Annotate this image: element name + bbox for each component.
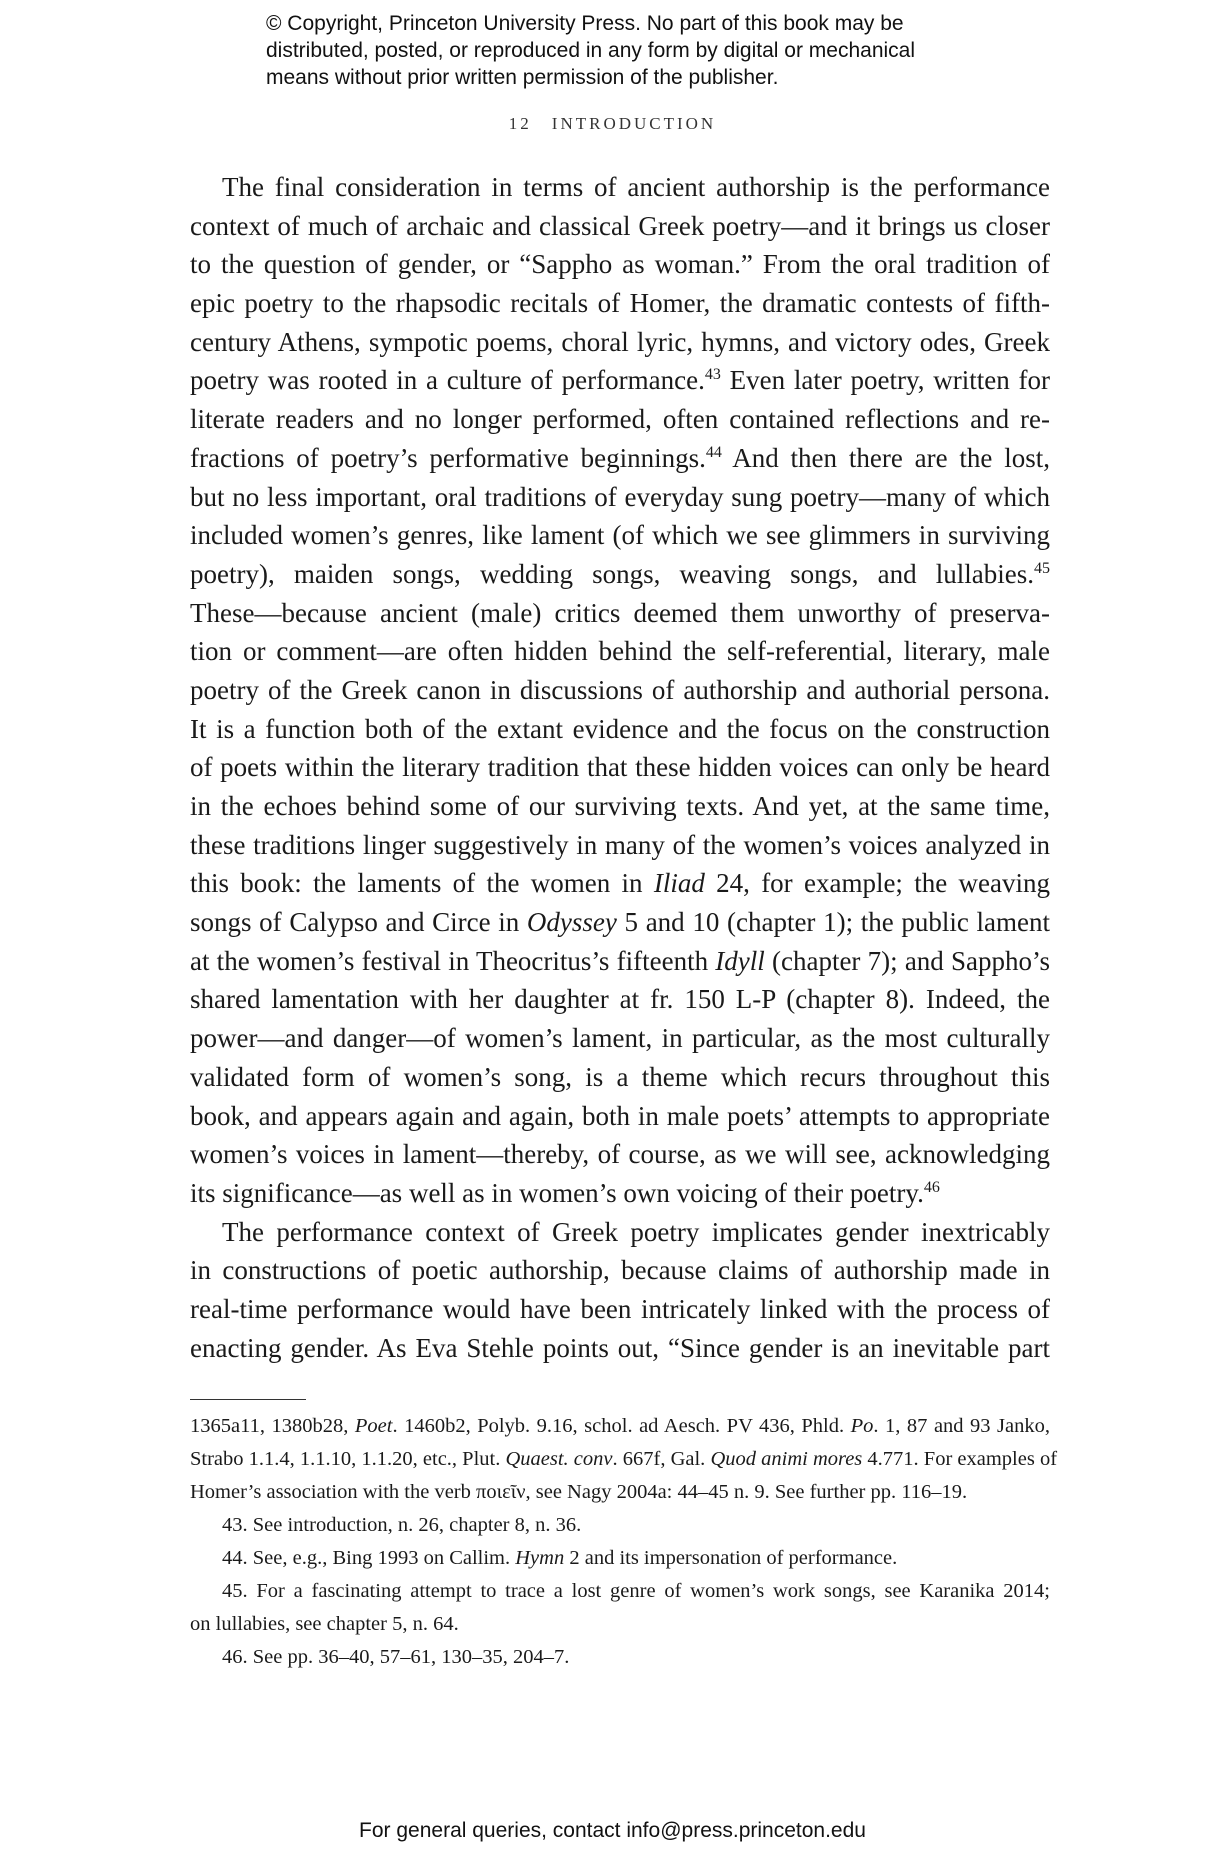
text-run: . 1460b2, Polyb. 9.16, schol. ad Aesch. PV 436, Phld. [392, 1415, 851, 1437]
italic-title: Quaest. conv [505, 1448, 613, 1470]
text-line: These—because ancient (male) critics deemed them unworthy of preserva- [190, 597, 1050, 628]
footnote-43: 43. See introduction, n. 26, chapter 8, n. 36. [222, 1514, 582, 1536]
italic-title: Po [850, 1415, 874, 1437]
text-run: 1365a11, 1380b28, [190, 1415, 355, 1437]
text-line: real-time performance would have been intricately linked with the process of [190, 1293, 1050, 1324]
text-run: songs of Calypso and Circe in [190, 907, 527, 938]
text-line [190, 864, 1050, 903]
copyright-notice [266, 10, 1026, 91]
text-run: fractions of poetry’s performative beginnings. [190, 442, 706, 473]
italic-title: Hymn [515, 1547, 565, 1569]
running-head-title: INTRODUCTION [551, 114, 717, 133]
text-line [190, 555, 1050, 594]
footnote-ref[interactable]: 46 [923, 1178, 940, 1196]
text-line: women’s voices in lament—thereby, of course, as we will see, acknowledging [190, 1139, 1050, 1170]
italic-title: Poet [354, 1415, 393, 1437]
copyright-line: distributed, posted, or reproduced in any form by digital or mechanical [266, 39, 916, 62]
text-run: 4.771. For examples of [862, 1448, 1058, 1470]
text-line: The final consideration in terms of ancient authorship is the performance [222, 172, 1050, 202]
text-line: context of much of archaic and classical Greek poetry—and it brings us closer [190, 210, 1050, 241]
text-line [190, 439, 1050, 478]
text-run: poetry was rooted in a culture of performance. [190, 365, 705, 396]
text-run: 44. See, e.g., Bing 1993 on Callim. [222, 1547, 516, 1569]
text-line [190, 1174, 1050, 1213]
text-line: tion or comment—are often hidden behind the self-referential, literary, male [190, 636, 1050, 667]
footnote-line [190, 1410, 1050, 1443]
footnote-line [190, 1443, 1058, 1476]
text-line [190, 903, 1050, 942]
text-line: It is a function both of the extant evidence and the focus on the construction [190, 713, 1050, 744]
text-line: The performance context of Greek poetry implicates gender inextricably [222, 1216, 1050, 1247]
running-head [0, 114, 1225, 134]
text-line: enacting gender. As Eva Stehle points out, “Since gender is an inevitable part [190, 1332, 1050, 1363]
footnote-line: Homer’s association with the verb ποιεῖν, see Nagy 2004a: 44–45 n. 9. See further pp. 116–19. [190, 1481, 968, 1503]
text-run: 2 and its impersonation of performance. [564, 1547, 898, 1569]
footnote-45: 45. For a fascinating attempt to trace a lost genre of women’s work songs, see Karanika 2014; [222, 1580, 1050, 1602]
footnote-ref[interactable]: 45 [1034, 559, 1050, 577]
footnotes [190, 1410, 1058, 1674]
footnote-44 [190, 1542, 1050, 1575]
italic-title: Odyssey [526, 907, 617, 938]
text-run: poetry), maiden songs, wedding songs, weaving songs, and lullabies. [190, 558, 1034, 589]
text-run: (chapter 7); and Sappho’s [764, 945, 1051, 976]
text-line: in the echoes behind some of our surviving texts. And yet, at the same time, [190, 791, 1050, 821]
footnote-45-cont: on lullabies, see chapter 5, n. 64. [190, 1613, 459, 1635]
footnote-46: 46. See pp. 36–40, 57–61, 130–35, 204–7. [222, 1646, 570, 1668]
text-line: literate readers and no longer performed, often contained reflections and re- [190, 404, 1050, 435]
footnote-ref[interactable]: 44 [705, 443, 722, 461]
italic-title: Idyll [715, 945, 765, 976]
text-run: Even later poetry, written for [720, 365, 1050, 396]
page-number: 12 [508, 114, 532, 133]
text-line: validated form of women’s song, is a theme which recurs throughout this [190, 1061, 1050, 1092]
text-line: to the question of gender, or “Sappho as woman.” From the oral tradition of [190, 249, 1050, 280]
text-line: poetry of the Greek canon in discussions of authorship and authorial persona. [190, 674, 1050, 705]
text-run: this book: the laments of the women in [190, 868, 654, 899]
footnote-divider [190, 1399, 306, 1400]
body-text [190, 168, 1050, 1367]
italic-title: Iliad [653, 868, 705, 899]
text-run: . 1, 87 and 93 Janko, [873, 1415, 1051, 1437]
text-line: in constructions of poetic authorship, because claims of authorship made in [190, 1255, 1050, 1286]
text-line [190, 942, 1050, 981]
text-run: Strabo 1.1.4, 1.1.10, 1.1.20, etc., Plut. [190, 1448, 506, 1470]
text-line: epic poetry to the rhapsodic recitals of Homer, the dramatic contests of fifth- [190, 288, 1050, 319]
text-run: at the women’s festival in Theocritus’s fifteenth [190, 945, 716, 976]
text-line: of poets within the literary tradition that these hidden voices can only be heard [190, 752, 1050, 783]
text-line: but no less important, oral traditions of everyday sung poetry—many of which [190, 481, 1050, 512]
text-line: shared lamentation with her daughter at fr. 150 L-P (chapter 8). Indeed, the [190, 984, 1050, 1015]
text-line: these traditions linger suggestively in many of the women’s voices analyzed in [190, 829, 1050, 860]
text-run: 5 and 10 (chapter 1); the public lament [616, 907, 1050, 938]
text-run: its significance—as well as in women’s own voicing of their poetry. [190, 1177, 924, 1208]
text-run: 24, for example; the weaving [704, 868, 1050, 899]
text-line [190, 361, 1050, 400]
text-line: included women’s genres, like lament (of which we see glimmers in surviving [190, 520, 1050, 551]
footer-contact: For general queries, contact info@press.princeton.edu [359, 1819, 866, 1842]
text-line: power—and danger—of women’s lament, in particular, as the most culturally [190, 1023, 1050, 1054]
text-line: century Athens, sympotic poems, choral lyric, hymns, and victory odes, Greek [190, 326, 1050, 357]
text-run: And then there are the lost, [721, 442, 1050, 473]
text-run: . 667f, Gal. [612, 1448, 711, 1470]
italic-title: Quod animi mores [710, 1448, 863, 1470]
footnote-ref[interactable]: 43 [704, 366, 721, 384]
copyright-line: means without prior written permission of the publisher. [266, 66, 779, 89]
text-line: book, and appears again and again, both in male poets’ attempts to appropriate [190, 1100, 1050, 1131]
copyright-line: © Copyright, Princeton University Press. No part of this book may be [266, 12, 904, 35]
